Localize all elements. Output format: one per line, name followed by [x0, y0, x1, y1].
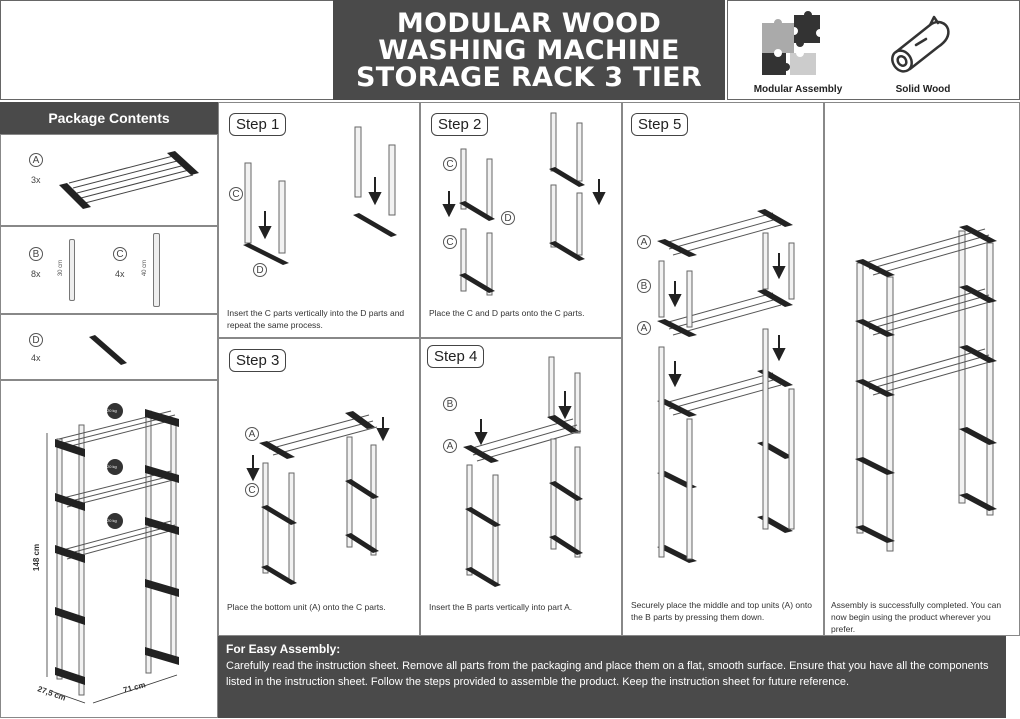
step-1-panel	[218, 102, 420, 338]
step-1-part-c: C	[229, 187, 243, 201]
part-label-a: A	[29, 153, 43, 167]
step-2-label: Step 2	[431, 113, 488, 136]
title-line-3: STORAGE RACK 3 TIER	[356, 61, 702, 93]
title-line-1: MODULAR WOOD	[396, 7, 662, 39]
rod-b-illustration	[69, 239, 75, 301]
step-4-caption: Insert the B parts vertically into part A.	[429, 602, 573, 612]
step-2-part-d: D	[501, 211, 515, 225]
part-qty-a: 3x	[31, 175, 41, 185]
puzzle-icon	[756, 9, 826, 79]
log-icon	[886, 9, 956, 79]
rod-b-size: 30 cm	[58, 259, 65, 277]
package-contents-header: Package Contents	[0, 102, 218, 134]
completed-rack-illustration	[825, 103, 1020, 573]
dimension-width: 71 cm	[122, 680, 147, 695]
package-item-bc	[0, 226, 218, 314]
assembled-rack-panel	[0, 380, 218, 718]
step-1-label: Step 1	[229, 113, 286, 136]
header-blank-panel	[0, 0, 333, 100]
part-label-c: C	[113, 247, 127, 261]
easy-assembly-panel	[218, 636, 1006, 718]
step-4-panel	[420, 338, 622, 636]
feature-label-modular: Modular Assembly	[753, 84, 843, 95]
step-4-part-a: A	[443, 439, 457, 453]
page-title	[333, 0, 725, 100]
part-qty-b: 8x	[31, 269, 41, 279]
dimension-depth: 27,5 cm	[36, 684, 68, 703]
step-5-panel	[622, 102, 824, 636]
step-4-part-b: B	[443, 397, 457, 411]
weight-badge-bottom: 20 kg	[107, 518, 117, 523]
dimension-height: 148 cm	[32, 543, 42, 572]
feature-label-wood: Solid Wood	[895, 84, 951, 95]
final-caption: Assembly is successfully completed. You can now begin using the product wherever you prefer.	[831, 600, 1002, 634]
step-3-part-c: C	[245, 483, 259, 497]
step-5-part-b: B	[637, 279, 651, 293]
step-4-label: Step 4	[427, 345, 484, 368]
step-1-caption: Insert the C parts vertically into the D parts and repeat the same process.	[227, 308, 405, 330]
weight-badge-middle: 20 kg	[107, 464, 117, 469]
part-qty-d: 4x	[31, 353, 41, 363]
step-2-illustration	[421, 103, 623, 293]
weight-badge-top: 20 kg	[107, 408, 117, 413]
step-3-label: Step 3	[229, 349, 286, 372]
step-5-part-a-top: A	[637, 235, 651, 249]
rod-c-illustration	[153, 233, 160, 307]
step-5-part-a-middle: A	[637, 321, 651, 335]
final-panel	[824, 102, 1020, 636]
step-2-caption: Place the C and D parts onto the C parts.	[429, 308, 585, 318]
package-item-d	[0, 314, 218, 380]
easy-assembly-text: Carefully read the instruction sheet. Remove all parts from the packaging and place them on a flat, smooth surface. Ensure that you have all the components listed in the instruction sheet. Follow the steps provided to assemble the product. Keep the instruction sheet for future reference.	[226, 660, 989, 688]
rod-c-size: 40 cm	[142, 259, 149, 277]
step-5-label: Step 5	[631, 113, 688, 136]
part-qty-c: 4x	[115, 269, 125, 279]
easy-assembly-title: For Easy Assembly:	[226, 642, 341, 656]
shelf-a-illustration	[59, 145, 209, 215]
step-3-panel	[218, 338, 420, 636]
step-2-panel	[420, 102, 622, 338]
bracket-d-illustration	[87, 329, 147, 369]
step-3-illustration	[219, 339, 421, 599]
features-panel	[727, 0, 1020, 100]
part-label-b: B	[29, 247, 43, 261]
package-item-a	[0, 134, 218, 226]
step-1-part-d: D	[253, 263, 267, 277]
step-4-illustration	[421, 339, 623, 599]
step-2-part-c-top: C	[443, 157, 457, 171]
part-label-d: D	[29, 333, 43, 347]
step-3-part-a: A	[245, 427, 259, 441]
step-5-caption: Securely place the middle and top units (A) onto the B parts by pressing them down.	[631, 600, 812, 622]
step-1-illustration	[219, 123, 421, 293]
title-line-2: WASHING MACHINE	[378, 34, 680, 66]
step-3-caption: Place the bottom unit (A) onto the C parts.	[227, 602, 386, 612]
step-2-part-c-bottom: C	[443, 235, 457, 249]
step-5-illustration	[623, 103, 825, 573]
